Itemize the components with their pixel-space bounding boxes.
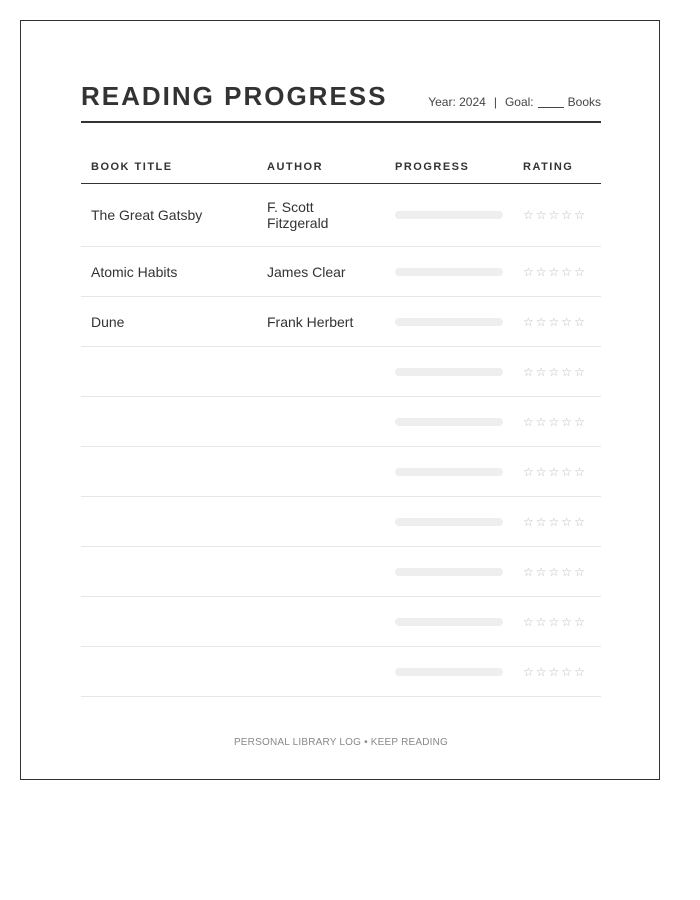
star-rating: [523, 315, 587, 329]
star-icon[interactable]: ☆: [523, 208, 536, 222]
column-header-author: AUTHOR: [267, 161, 324, 173]
table-row: [81, 597, 601, 647]
star-icon[interactable]: ☆: [548, 514, 562, 529]
table-row: [81, 184, 601, 247]
star-icon[interactable]: ☆: [548, 414, 562, 429]
author-cell[interactable]: F. Scott Fitzgerald: [267, 199, 329, 231]
progress-bar[interactable]: [395, 518, 503, 526]
author-cell[interactable]: Frank Herbert: [267, 313, 354, 330]
table-row: [81, 397, 601, 447]
progress-bar[interactable]: [395, 418, 503, 426]
star-icon[interactable]: ☆: [535, 264, 549, 279]
star-icon[interactable]: ☆: [561, 208, 575, 222]
star-icon[interactable]: ☆: [523, 264, 536, 279]
goal-unit: Books: [567, 95, 601, 109]
table-body: [81, 184, 601, 697]
book-title-cell[interactable]: The Great Gatsby: [91, 207, 203, 223]
star-icon[interactable]: ☆: [574, 664, 587, 679]
table-row: [81, 347, 601, 397]
column-header-rating: RATING: [523, 161, 574, 173]
progress-bar[interactable]: [395, 268, 503, 276]
column-header-book-title: BOOK TITLE: [91, 161, 173, 173]
table-row: [81, 247, 601, 297]
star-icon[interactable]: ☆: [574, 208, 587, 222]
table-row: [81, 497, 601, 547]
progress-bar[interactable]: [395, 318, 503, 326]
star-icon[interactable]: ☆: [548, 264, 562, 279]
star-icon[interactable]: ☆: [523, 664, 536, 679]
star-icon[interactable]: ☆: [561, 264, 575, 279]
star-icon[interactable]: ☆: [574, 364, 587, 379]
star-icon[interactable]: ☆: [574, 614, 587, 629]
table-header: [81, 147, 601, 184]
star-icon[interactable]: ☆: [535, 564, 549, 579]
page-footer: PERSONAL LIBRARY LOG • KEEP READING: [233, 737, 449, 748]
star-rating: [523, 615, 587, 629]
page-header: [81, 81, 601, 123]
star-icon[interactable]: ☆: [548, 614, 562, 629]
table-row: [81, 297, 601, 347]
star-icon[interactable]: ☆: [523, 414, 536, 429]
reading-table: [81, 147, 601, 697]
table-row: [81, 447, 601, 497]
star-icon[interactable]: ☆: [574, 464, 587, 479]
star-rating: [523, 665, 587, 679]
star-icon[interactable]: ☆: [548, 464, 562, 479]
star-rating: [523, 415, 587, 429]
star-icon[interactable]: ☆: [561, 314, 575, 329]
star-icon[interactable]: ☆: [535, 614, 549, 629]
star-icon[interactable]: ☆: [535, 208, 549, 222]
star-icon[interactable]: ☆: [535, 364, 549, 379]
progress-bar[interactable]: [395, 468, 503, 476]
star-icon[interactable]: ☆: [535, 514, 549, 529]
star-icon[interactable]: ☆: [523, 464, 536, 479]
book-title-cell[interactable]: Dune: [91, 313, 125, 330]
book-title-cell[interactable]: Atomic Habits: [91, 263, 178, 280]
star-icon[interactable]: ☆: [548, 564, 562, 579]
star-icon[interactable]: ☆: [574, 414, 587, 429]
star-icon[interactable]: ☆: [548, 314, 562, 329]
column-header-progress: PROGRESS: [395, 161, 470, 173]
star-icon[interactable]: ☆: [574, 314, 587, 329]
reading-log-sheet: [20, 20, 660, 780]
star-icon[interactable]: ☆: [561, 414, 575, 429]
star-icon[interactable]: ☆: [523, 364, 536, 379]
star-icon[interactable]: ☆: [523, 564, 536, 579]
progress-bar[interactable]: [395, 668, 503, 676]
progress-bar[interactable]: [395, 618, 503, 626]
star-rating: [523, 565, 587, 579]
star-icon[interactable]: ☆: [548, 664, 562, 679]
header-meta: [428, 95, 601, 109]
goal-blank-field[interactable]: [538, 107, 564, 108]
star-rating: [523, 365, 587, 379]
star-icon[interactable]: ☆: [523, 314, 536, 329]
star-icon[interactable]: ☆: [523, 614, 536, 629]
progress-bar[interactable]: [395, 211, 503, 219]
star-icon[interactable]: ☆: [535, 664, 549, 679]
meta-separator: |: [493, 95, 497, 109]
star-icon[interactable]: ☆: [561, 664, 575, 679]
star-rating: [523, 265, 587, 279]
year-label: Year: 2024: [428, 95, 486, 109]
star-icon[interactable]: ☆: [548, 364, 562, 379]
star-icon[interactable]: ☆: [561, 564, 575, 579]
star-icon[interactable]: ☆: [535, 414, 549, 429]
star-icon[interactable]: ☆: [561, 514, 575, 529]
star-icon[interactable]: ☆: [535, 314, 549, 329]
star-rating: [523, 465, 587, 479]
star-icon[interactable]: ☆: [574, 264, 587, 279]
star-icon[interactable]: ☆: [548, 208, 562, 222]
star-icon[interactable]: ☆: [523, 514, 536, 529]
star-rating: [523, 208, 587, 222]
star-icon[interactable]: ☆: [535, 464, 549, 479]
table-row: [81, 547, 601, 597]
table-row: [81, 647, 601, 697]
star-icon[interactable]: ☆: [561, 464, 575, 479]
progress-bar[interactable]: [395, 568, 503, 576]
progress-bar[interactable]: [395, 368, 503, 376]
star-icon[interactable]: ☆: [561, 364, 575, 379]
author-cell[interactable]: James Clear: [267, 263, 346, 280]
star-icon[interactable]: ☆: [574, 564, 587, 579]
page-title: READING PROGRESS: [81, 81, 388, 111]
star-icon[interactable]: ☆: [574, 514, 587, 529]
star-rating: [523, 515, 587, 529]
star-icon[interactable]: ☆: [561, 614, 575, 629]
goal-label: Goal:: [504, 95, 534, 109]
